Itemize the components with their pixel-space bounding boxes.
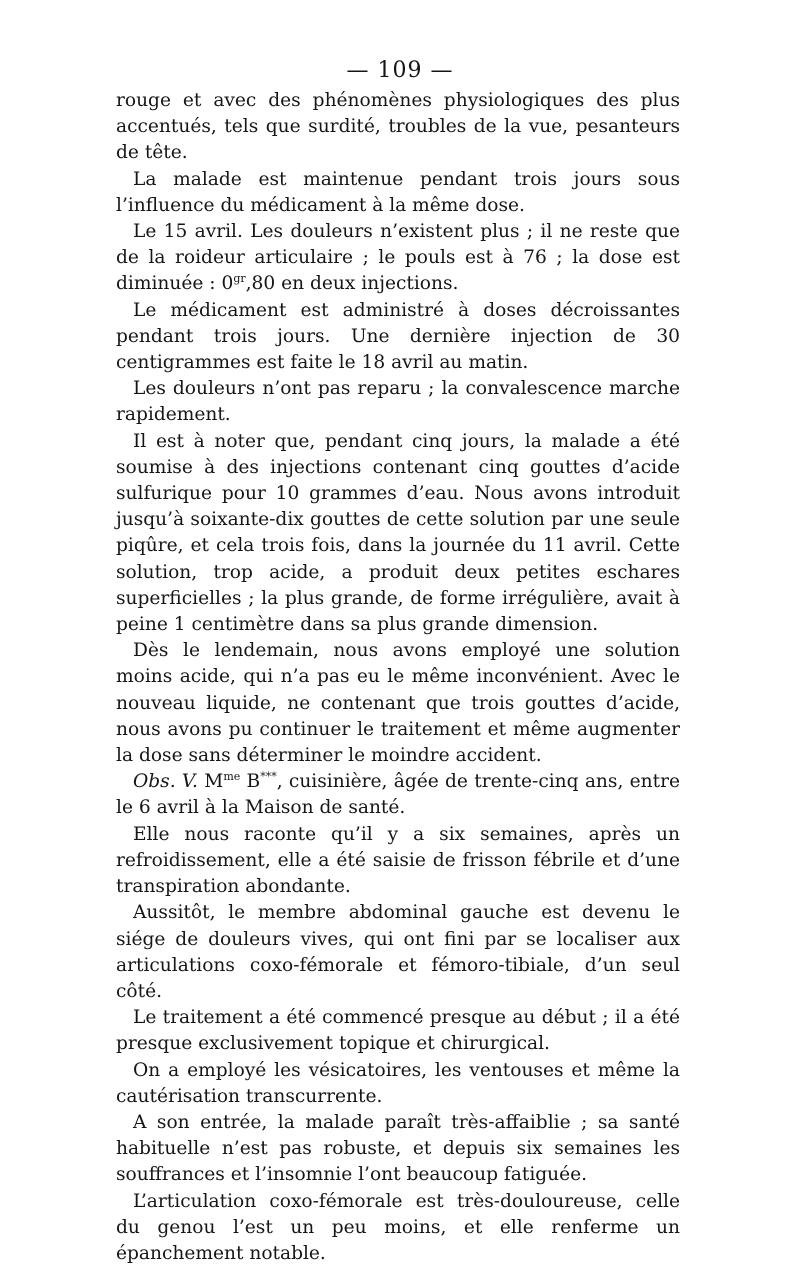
paragraph: Elle nous raconte qu’il y a six semaines, après un refroidissement, elle a été saisie de frisson fébrile et d’une transpiration abondante. (116, 823, 680, 898)
paragraph: On a employé les vésicatoires, les ventouses et même la cautérisation transcurrente. (116, 1059, 680, 1107)
paragraph: L’articulation coxo-fémorale est très-douloureuse, celle du genou l’est un peu moins, et elle renferme un épanchement notable. (116, 1190, 680, 1264)
paragraph-text: , cuisinière, âgée de trente-cinq ans, entre le 6 avril à la Maison de santé. (116, 771, 680, 819)
paragraph (116, 219, 680, 298)
paragraph-text: B (240, 771, 261, 793)
paragraph: La malade est maintenue pendant trois jours sous l’influence du médicament à la même dose. (116, 168, 680, 216)
page-number: — 109 — (346, 58, 454, 83)
paragraph-text: M (197, 771, 224, 793)
paragraph: Le traitement a été commencé presque au début ; il a été presque exclusivement topique et chirurgical. (116, 1007, 680, 1055)
paragraph: Les douleurs n’ont pas reparu ; la convalescence marche rapidement. (116, 378, 680, 426)
paragraph: Aussitôt, le membre abdominal gauche est devenu le siége de douleurs vives, qui ont fini par se localiser aux articulations coxo-fémorale et fémoro-tibiale, d’un seul côté. (116, 902, 680, 1002)
paragraph: A son entrée, la malade paraît très-affaiblie ; sa santé habituelle n’est pas robuste, et depuis six semaines les souffrances et l’insomnie l’ont beaucoup fatiguée. (116, 1111, 680, 1186)
name-superscript: *** (260, 770, 277, 784)
body-text (116, 88, 680, 1267)
paragraph: Il est à noter que, pendant cinq jours, la malade a été soumise à des injections contenant cinq gouttes d’acide sulfurique pour 10 grammes d’eau. Nous avons introduit jusqu’à soixante-dix gouttes de cette solution par une seule piqûre, et cela trois fois, dans la journée du 11 avril. Cette solution, trop acide, a produit deux petites eschares superficielles ; la plus grande, de forme irrégulière, avait à peine 1 centimètre dans sa plus grande dimension. (116, 430, 680, 636)
paragraph: Le médicament est administré à doses décroissantes pendant trois jours. Une dernière injection de 30 centigrammes est faite le 18 avril au matin. (116, 299, 680, 374)
paragraph: rouge et avec des phénomènes physiologiques des plus accentués, tels que surdité, troubles de la vue, pesanteurs de tête. (116, 90, 680, 164)
observation-heading-paragraph (116, 769, 680, 821)
observation-label: Obs. V. (133, 771, 198, 793)
title-superscript: me (223, 770, 241, 784)
paragraph: Dès le lendemain, nous avons employé une solution moins acide, qui n’a pas eu le même inconvénient. Avec le nouveau liquide, ne contenant que trois gouttes d’acide, nous avons pu continuer le traitement et même augmenter la dose sans déterminer le moindre accident. (116, 640, 680, 767)
unit-superscript: gr (233, 272, 246, 286)
paragraph-text: Le 15 avril. Les douleurs n’existent plus ; il ne reste que de la roideur articulaire ; le pouls est à 76 ; la dose est diminuée : 0 (116, 221, 680, 295)
paragraph-text: ,80 en deux injections. (245, 273, 459, 295)
